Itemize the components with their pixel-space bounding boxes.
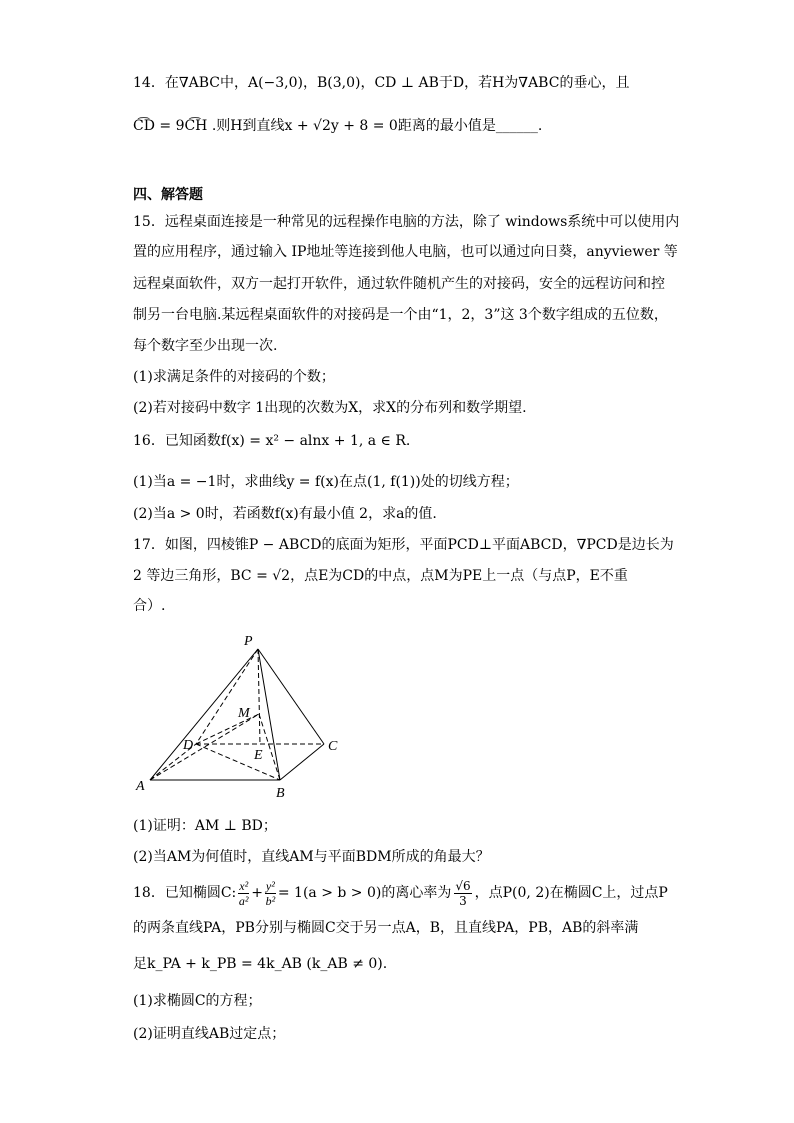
q15-line-2: 置的应用程序，通过输入 IP地址等连接到他人电脑，也可以通过向日葵，anyviewer 等 — [133, 244, 678, 260]
ecc-denominator: 3 — [459, 893, 467, 908]
label-m: M — [238, 706, 250, 721]
label-e: E — [254, 748, 263, 763]
q18-line-1 — [133, 876, 668, 910]
pyramid-figure — [128, 628, 358, 808]
q17-part-2: (2)当AM为何值时，直线AM与平面BDM所成的角最大？ — [133, 849, 490, 865]
edge-pc — [258, 649, 324, 744]
label-p: P — [244, 634, 253, 649]
label-c: C — [328, 739, 338, 754]
frac2-numerator: y² — [265, 878, 275, 893]
frac2-denominator: b² — [265, 893, 276, 908]
label-a: A — [136, 779, 145, 794]
q18-line-3: 足k_PA + k_PB = 4k_AB (k_AB ≠ 0). — [133, 956, 388, 972]
segment-am — [150, 714, 259, 780]
edge-db — [196, 744, 280, 780]
fraction-y2-b2 — [265, 879, 276, 908]
section-heading: 四、解答题 — [133, 187, 203, 203]
q18-line-1-post: ，点P(0, 2)在椭圆C上，过点P — [474, 885, 668, 901]
q16-line-1: 16．已知函数f(x) = x² − alnx + 1, a ∈ R. — [133, 433, 411, 449]
fraction-x2-a2 — [238, 879, 249, 908]
edge-bc — [280, 744, 324, 780]
q14-line-2: C͡D = 9C͡H .则H到直线x + √2y + 8 = 0距离的最小值是______. — [133, 118, 543, 134]
q15-part-2: (2)若对接码中数字 1出现的次数为X，求X的分布列和数学期望. — [133, 400, 527, 416]
q15-line-4: 制另一台电脑.某远程桌面软件的对接码是一个由“1，2，3”这 3个数字组成的五位数， — [133, 307, 668, 323]
q18-line-1-pre: 18．已知椭圆C: — [133, 885, 237, 901]
q17-line-1: 17．如图，四棱锥P − ABCD的底面为矩形，平面PCD⊥平面ABCD，∇PCD是边长为 — [133, 537, 674, 553]
q17-line-3: 合）. — [133, 598, 166, 614]
segment-pe — [258, 649, 260, 744]
q15-line-3: 远程桌面软件，双方一起打开软件，通过软件随机产生的对接码，安全的远程访问和控 — [133, 276, 665, 292]
q16-part-1: (1)当a = −1时，求曲线y = f(x)在点(1, f(1))处的切线方程； — [133, 474, 519, 490]
frac1-numerator: x² — [239, 878, 249, 893]
ecc-numerator: √6 — [455, 878, 471, 893]
segment-mb — [259, 714, 280, 780]
eccentricity-fraction — [454, 879, 471, 908]
q16-part-2: (2)当a > 0时，若函数f(x)有最小值 2，求a的值. — [133, 506, 437, 522]
label-d: D — [183, 738, 194, 753]
q18-part-1: (1)求椭圆C的方程； — [133, 993, 262, 1009]
q17-line-2: 2 等边三角形，BC = √2，点E为CD的中点，点M为PE上一点（与点P，E不重 — [133, 568, 628, 584]
frac1-denominator: a² — [238, 893, 249, 908]
q18-line-2: 的两条直线PA，PB分别与椭圆C交于另一点A，B，且直线PA，PB，AB的斜率满 — [133, 920, 639, 936]
q15-part-1: (1)求满足条件的对接码的个数； — [133, 369, 335, 385]
plus-sign: + — [251, 885, 263, 901]
q15-line-5: 每个数字至少出现一次. — [133, 338, 278, 354]
q15-line-1: 15．远程桌面连接是一种常见的远程操作电脑的方法，除了 windows系统中可以使用内 — [133, 214, 680, 230]
label-b: B — [276, 786, 285, 801]
q18-line-1-mid: = 1(a > b > 0)的离心率为 — [277, 885, 452, 901]
q18-part-2: (2)证明直线AB过定点； — [133, 1026, 286, 1042]
q17-part-1: (1)证明：AM ⊥ BD； — [133, 818, 277, 834]
q14-line-1: 14．在∇ABC中，A(−3,0)，B(3,0)，CD ⊥ AB于D，若H为∇ABC的垂心，且 — [133, 75, 630, 91]
